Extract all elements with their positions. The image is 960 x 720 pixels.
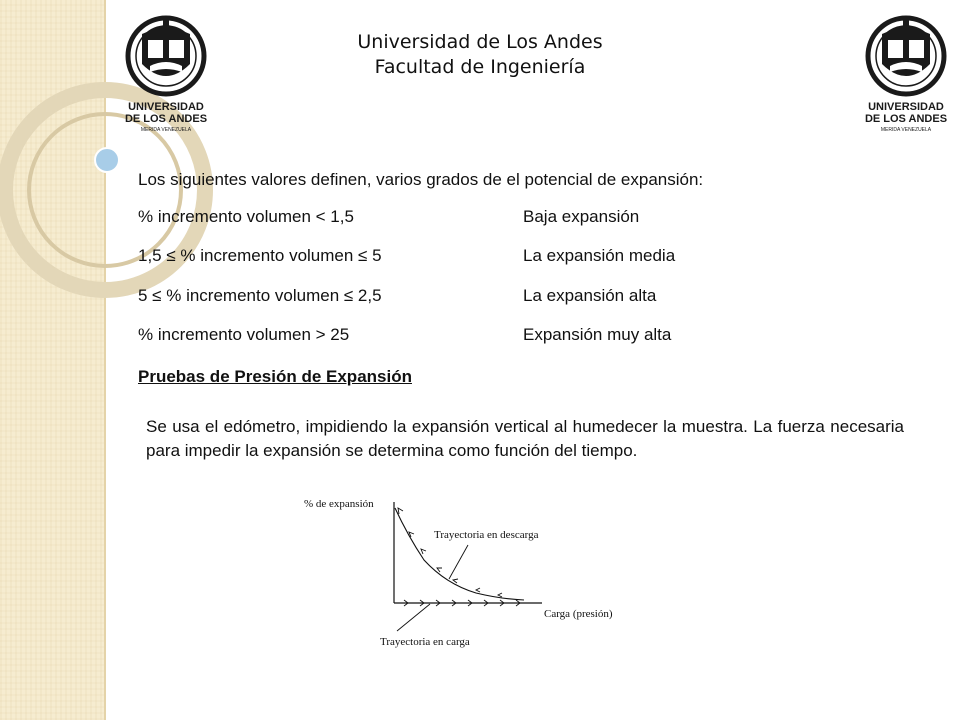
logo-text-line1: UNIVERSIDAD (128, 101, 204, 113)
arrow-icon (398, 508, 403, 514)
expansion-diagram (296, 492, 636, 662)
arrow-icon (453, 579, 458, 583)
logo-text-line3: MERIDA VENEZUELA (140, 127, 192, 133)
arrow-icon (437, 568, 442, 572)
criteria-description: Baja expansión (523, 207, 640, 226)
header-university: Universidad de Los Andes (357, 31, 603, 53)
logo-text-line1: UNIVERSIDAD (868, 101, 944, 113)
criteria-description: Expansión muy alta (523, 325, 672, 344)
logo-text-line2: DE LOS ANDES (124, 113, 208, 125)
arrow-icon (421, 549, 426, 554)
arrow-icon (476, 588, 480, 592)
logo-text-line2: DE LOS ANDES (864, 113, 948, 125)
criteria-description: La expansión alta (523, 286, 657, 305)
university-logo-right (860, 14, 952, 138)
unload-path-label: Trayectoria en descarga (434, 529, 539, 541)
arrow-icon (498, 593, 502, 597)
x-axis-label: Carga (presión) (544, 608, 613, 620)
criteria-description: La expansión media (523, 246, 676, 265)
criteria-condition: % incremento volumen > 25 (138, 325, 350, 344)
description-paragraph: Se usa el edómetro, impidiendo la expansión vertical al humedecer la muestra. La fuerza necesaria para impedir la expansión se determina como función del tiempo. (146, 417, 904, 460)
load-leader-line (397, 604, 430, 631)
criteria-condition: 1,5 ≤ % incremento volumen ≤ 5 (138, 246, 382, 265)
unload-curve (395, 508, 524, 600)
logo-text-line3: MERIDA VENEZUELA (880, 127, 932, 133)
y-axis-label: % de expansión (304, 498, 374, 510)
criteria-condition: 5 ≤ % incremento volumen ≤ 2,5 (138, 286, 382, 305)
load-path-label: Trayectoria en carga (380, 636, 470, 648)
intro-text: Los siguientes valores definen, varios grados de el potencial de expansión: (138, 170, 704, 189)
university-logo-left (120, 14, 212, 138)
header-faculty: Facultad de Ingeniería (374, 56, 586, 78)
criteria-condition: % incremento volumen < 1,5 (138, 207, 354, 226)
blue-dot-icon (95, 148, 119, 172)
unload-leader-line (449, 545, 468, 579)
section-title: Pruebas de Presión de Expansión (138, 367, 412, 386)
